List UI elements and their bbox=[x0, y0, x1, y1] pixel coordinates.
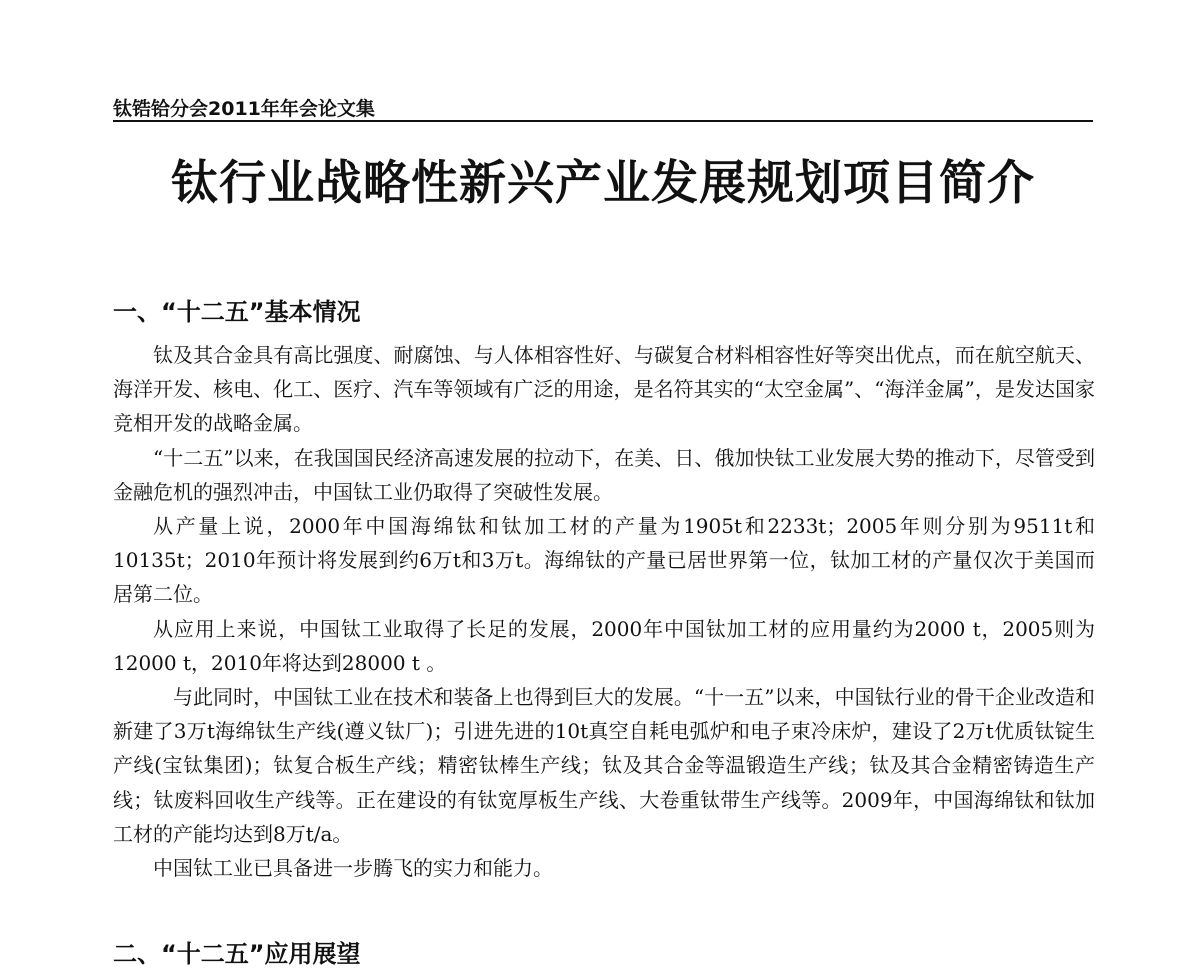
paragraph: 中国钛工业已具备进一步腾飞的实力和能力。 bbox=[153, 856, 553, 881]
section-1-body bbox=[113, 338, 1095, 885]
paragraph: 与此同时，中国钛工业在技术和装备上也得到巨大的发展。“十一五”以来，中国钛行业的骨干企业改造和新建了3万t海绵钛生产线(遵义钛厂)；引进先进的10t真空自耗电弧炉和电子束冷床炉，建设了2万t优质钛锭生产线(宝钛集团)；钛复合板生产线；精密钛棒生产线；钛及其合金等温锻造生产线；钛及其合金精密铸造生产线；钛废料回收生产线等。正在建设的有钛宽厚板生产线、大卷重钛带生产线等。2009年，中国海绵钛和钛加工材的产能均达到8万t/a。 bbox=[113, 685, 1095, 846]
header-rule bbox=[113, 120, 1093, 122]
section-heading-2: 二、“十二五”应用展望 bbox=[113, 940, 361, 968]
running-header-text: 钛锆铪分会2011年年会论文集 bbox=[113, 98, 375, 120]
paragraph: “十二五”以来，在我国国民经济高速发展的拉动下，在美、日、俄加快钛工业发展大势的推动下，尽管受到金融危机的强烈冲击，中国钛工业仍取得了突破性发展。 bbox=[113, 445, 1095, 504]
section-heading-1: 一、“十二五”基本情况 bbox=[113, 298, 361, 326]
paragraph: 钛及其合金具有高比强度、耐腐蚀、与人体相容性好、与碳复合材料相容性好等突出优点，而在航空航天、海洋开发、核电、化工、医疗、汽车等领域有广泛的用途，是名符其实的“太空金属”、“海洋金属”，是发达国家竞相开发的战略金属。 bbox=[113, 343, 1095, 436]
paragraph: 从产量上说，2000年中国海绵钛和钛加工材的产量为1905t和2233t；2005年则分别为9511t和10135t；2010年预计将发展到约6万t和3万t。海绵钛的产量已居世界第一位，钛加工材的产量仅次于美国而居第二位。 bbox=[113, 514, 1095, 607]
paragraph: 从应用上来说，中国钛工业取得了长足的发展，2000年中国钛加工材的应用量约为2000 t，2005则为12000 t，2010年将达到28000 t 。 bbox=[113, 616, 1095, 675]
running-header bbox=[113, 92, 1093, 122]
document-title: 钛行业战略性新兴产业发展规划项目简介 bbox=[171, 156, 1035, 211]
